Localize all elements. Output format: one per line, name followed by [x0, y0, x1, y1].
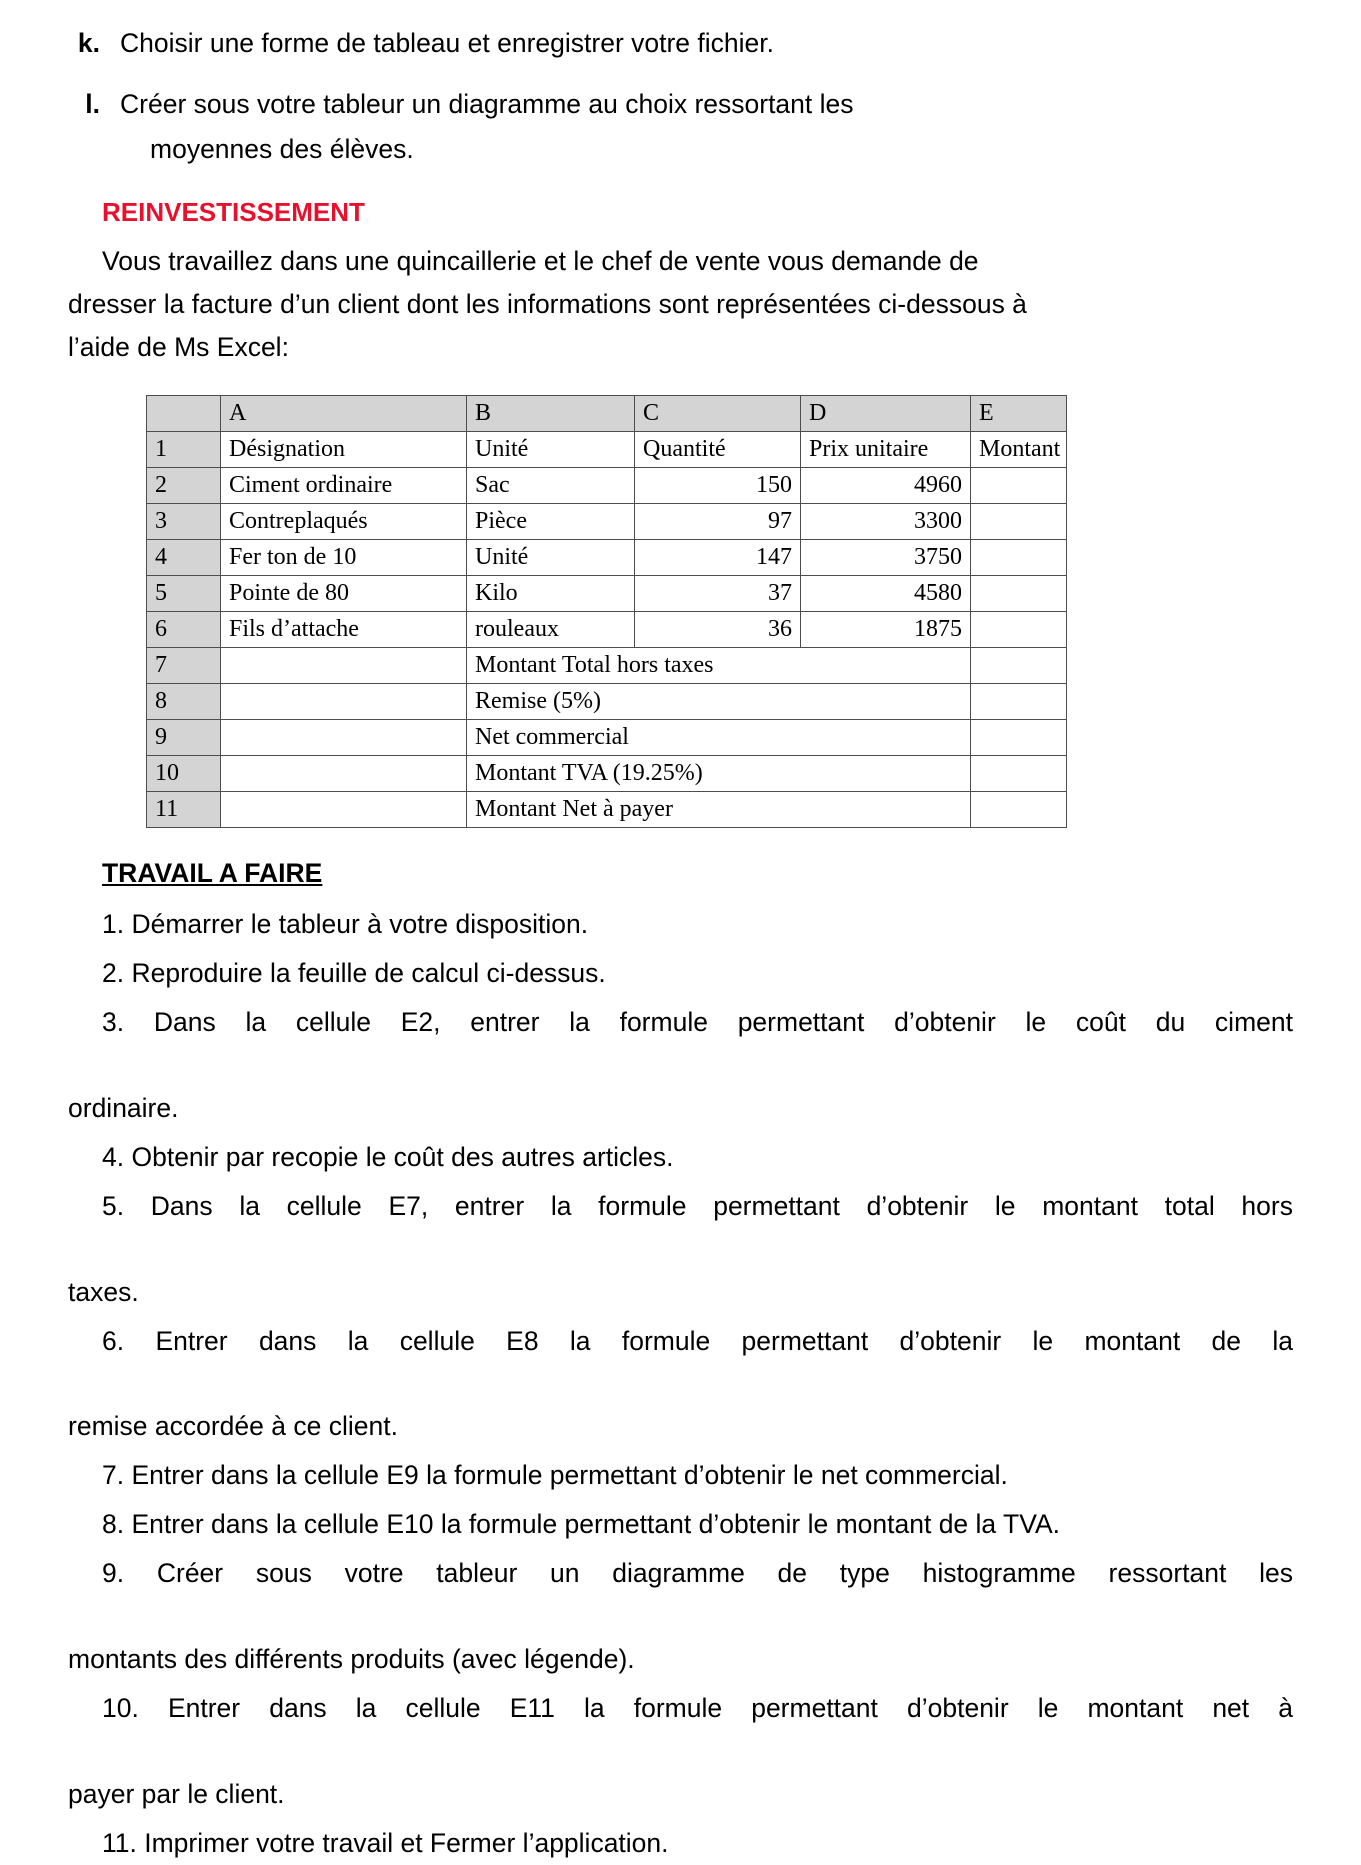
task-8-number: 8. [102, 1509, 125, 1540]
list-item [68, 1552, 1293, 1681]
row-header-4: 4 [147, 540, 221, 576]
lead-line-1 [68, 240, 1293, 283]
cell-c3: 97 [635, 504, 801, 540]
cell-d5: 4580 [801, 576, 971, 612]
table-row [147, 504, 1067, 540]
cell-d6: 1875 [801, 612, 971, 648]
task-1-line1 [68, 903, 1293, 946]
table-row [147, 684, 1067, 720]
cell-b4: Unité [467, 540, 635, 576]
cell-e10 [971, 756, 1067, 792]
cell-e4 [971, 540, 1067, 576]
task-9-number: 9. [102, 1558, 125, 1589]
row-header-11: 11 [147, 792, 221, 828]
task-6-line2: remise accordée à ce client. [68, 1411, 398, 1442]
cell-d3: 3300 [801, 504, 971, 540]
task-6-text: Entrer dans la cellule E8 la formule permettant d’obtenir le montant de la [155, 1325, 1293, 1356]
task-5-line1 [68, 1185, 1293, 1271]
cell-a6: Fils d’attache [221, 612, 467, 648]
table-row [147, 720, 1067, 756]
task-7-text: Entrer dans la cellule E9 la formule permettant d’obtenir le net commercial. [131, 1460, 1008, 1491]
column-header-corner [147, 396, 221, 432]
task-2-line1 [68, 952, 1293, 995]
list-text-l-continuation: moyennes des élèves. [150, 133, 414, 164]
task-8-text: Entrer dans la cellule E10 la formule permettant d’obtenir le montant de la TVA. [131, 1509, 1060, 1540]
table-row [147, 432, 1067, 468]
task-10-text: Entrer dans la cellule E11 la formule permettant d’obtenir le montant net à [167, 1693, 1293, 1723]
list-item [68, 1454, 1293, 1497]
task-2-number: 2. [102, 958, 125, 989]
cell-e1: Montant [971, 432, 1067, 468]
column-header-e: E [971, 396, 1067, 432]
row-header-1: 1 [147, 432, 221, 468]
list-item [68, 952, 1293, 995]
table-row [147, 792, 1067, 828]
task-1-text: Démarrer le tableur à votre disposition. [131, 909, 589, 940]
table-row [147, 540, 1067, 576]
task-6-number: 6. [102, 1325, 125, 1356]
task-10-line2: payer par le client. [68, 1778, 285, 1809]
list-item-l [68, 83, 1293, 126]
cell-c1: Quantité [635, 432, 801, 468]
work-section-heading-text: TRAVAIL A FAIRE [102, 858, 323, 889]
cell-c4: 147 [635, 540, 801, 576]
task-10-line1 [68, 1687, 1293, 1773]
row-header-10: 10 [147, 756, 221, 792]
column-header-b: B [467, 396, 635, 432]
task-9-text: Créer sous votre tableur un diagramme de type histogramme ressortant les [156, 1558, 1293, 1589]
task-3-text: Dans la cellule E2, entrer la formule permettant d’obtenir le coût du ciment [153, 1007, 1293, 1038]
task-11-line1 [68, 1822, 1293, 1865]
table-row [147, 756, 1067, 792]
section-heading-reinvestissement: REINVESTISSEMENT [102, 196, 365, 227]
cell-a9 [221, 720, 467, 756]
task-7-line1 [68, 1454, 1293, 1497]
task-11-text: Imprimer votre travail et Fermer l’application. [144, 1827, 669, 1858]
task-9-line1 [68, 1552, 1293, 1638]
cell-a7 [221, 648, 467, 684]
list-marker-l: l. [85, 88, 100, 119]
list-item-k [68, 22, 1293, 65]
list-item [68, 1503, 1293, 1546]
row-header-6: 6 [147, 612, 221, 648]
task-10-number: 10. [102, 1693, 139, 1723]
cell-a5: Pointe de 80 [221, 576, 467, 612]
table-row [147, 612, 1067, 648]
cell-a1: Désignation [221, 432, 467, 468]
list-item [68, 1320, 1293, 1449]
row-header-7: 7 [147, 648, 221, 684]
task-7-number: 7. [102, 1460, 125, 1491]
cell-e3 [971, 504, 1067, 540]
cell-d4: 3750 [801, 540, 971, 576]
cell-summary-tva: Montant TVA (19.25%) [467, 756, 971, 792]
cell-c2: 150 [635, 468, 801, 504]
lead-line-2: dresser la facture d’un client dont les informations sont représentées ci-dessous à [68, 288, 1027, 319]
task-5-line2: taxes. [68, 1276, 139, 1307]
lead-line-1-text: Vous travaillez dans une quincaillerie et le chef de vente vous demande de [102, 245, 979, 276]
cell-e6 [971, 612, 1067, 648]
task-6-line1 [68, 1320, 1293, 1406]
cell-summary-net-commercial: Net commercial [467, 720, 971, 756]
row-header-3: 3 [147, 504, 221, 540]
lead-line-3: l’aide de Ms Excel: [68, 332, 289, 363]
row-header-8: 8 [147, 684, 221, 720]
cell-e7 [971, 648, 1067, 684]
cell-e11 [971, 792, 1067, 828]
task-4-text: Obtenir par recopie le coût des autres articles. [131, 1141, 674, 1172]
cell-e2 [971, 468, 1067, 504]
cell-summary-total-hors-taxes: Montant Total hors taxes [467, 648, 971, 684]
spreadsheet-figure [68, 395, 1293, 828]
task-11-number: 11. [102, 1827, 137, 1858]
section-lead-paragraph [68, 240, 1293, 370]
cell-a10 [221, 756, 467, 792]
cell-b3: Pièce [467, 504, 635, 540]
table-row [147, 468, 1067, 504]
task-1-number: 1. [102, 909, 125, 940]
cell-summary-remise: Remise (5%) [467, 684, 971, 720]
list-item [68, 1001, 1293, 1130]
cell-d1: Prix unitaire [801, 432, 971, 468]
row-header-5: 5 [147, 576, 221, 612]
cell-a3: Contreplaqués [221, 504, 467, 540]
work-section-heading [68, 858, 1293, 889]
cell-b5: Kilo [467, 576, 635, 612]
spreadsheet-column-header-row [147, 396, 1067, 432]
cell-b6: rouleaux [467, 612, 635, 648]
row-header-2: 2 [147, 468, 221, 504]
task-3-number: 3. [102, 1007, 125, 1038]
cell-c6: 36 [635, 612, 801, 648]
table-row [147, 648, 1067, 684]
row-header-9: 9 [147, 720, 221, 756]
task-list [68, 903, 1293, 1864]
task-5-number: 5. [102, 1190, 125, 1221]
cell-a8 [221, 684, 467, 720]
cell-b2: Sac [467, 468, 635, 504]
cell-a2: Ciment ordinaire [221, 468, 467, 504]
list-item [68, 1185, 1293, 1314]
cell-e5 [971, 576, 1067, 612]
list-item [68, 1822, 1293, 1865]
cell-c5: 37 [635, 576, 801, 612]
cell-a4: Fer ton de 10 [221, 540, 467, 576]
cell-summary-net-a-payer: Montant Net à payer [467, 792, 971, 828]
task-4-number: 4. [102, 1141, 125, 1172]
list-item [68, 1136, 1293, 1179]
column-header-c: C [635, 396, 801, 432]
list-text-l-line1: Créer sous votre tableur un diagramme au choix ressortant les [120, 88, 854, 119]
invoice-spreadsheet [146, 395, 1067, 828]
column-header-d: D [801, 396, 971, 432]
list-marker-k: k. [77, 28, 100, 58]
cell-a11 [221, 792, 467, 828]
table-row [147, 576, 1067, 612]
task-8-line1 [68, 1503, 1293, 1546]
task-2-text: Reproduire la feuille de calcul ci-dessus. [131, 958, 606, 989]
list-text-k: Choisir une forme de tableau et enregistrer votre fichier. [120, 28, 774, 58]
task-3-line2: ordinaire. [68, 1093, 179, 1124]
list-text-l [120, 83, 1293, 126]
cell-d2: 4960 [801, 468, 971, 504]
task-3-line1 [68, 1001, 1293, 1087]
task-5-text: Dans la cellule E7, entrer la formule permettant d’obtenir le montant total hors [150, 1190, 1293, 1221]
task-9-line2: montants des différents produits (avec légende). [68, 1644, 635, 1675]
cell-e9 [971, 720, 1067, 756]
task-4-line1 [68, 1136, 1293, 1179]
cell-e8 [971, 684, 1067, 720]
list-item [68, 1687, 1293, 1816]
column-header-a: A [221, 396, 467, 432]
cell-b1: Unité [467, 432, 635, 468]
list-item [68, 903, 1293, 946]
